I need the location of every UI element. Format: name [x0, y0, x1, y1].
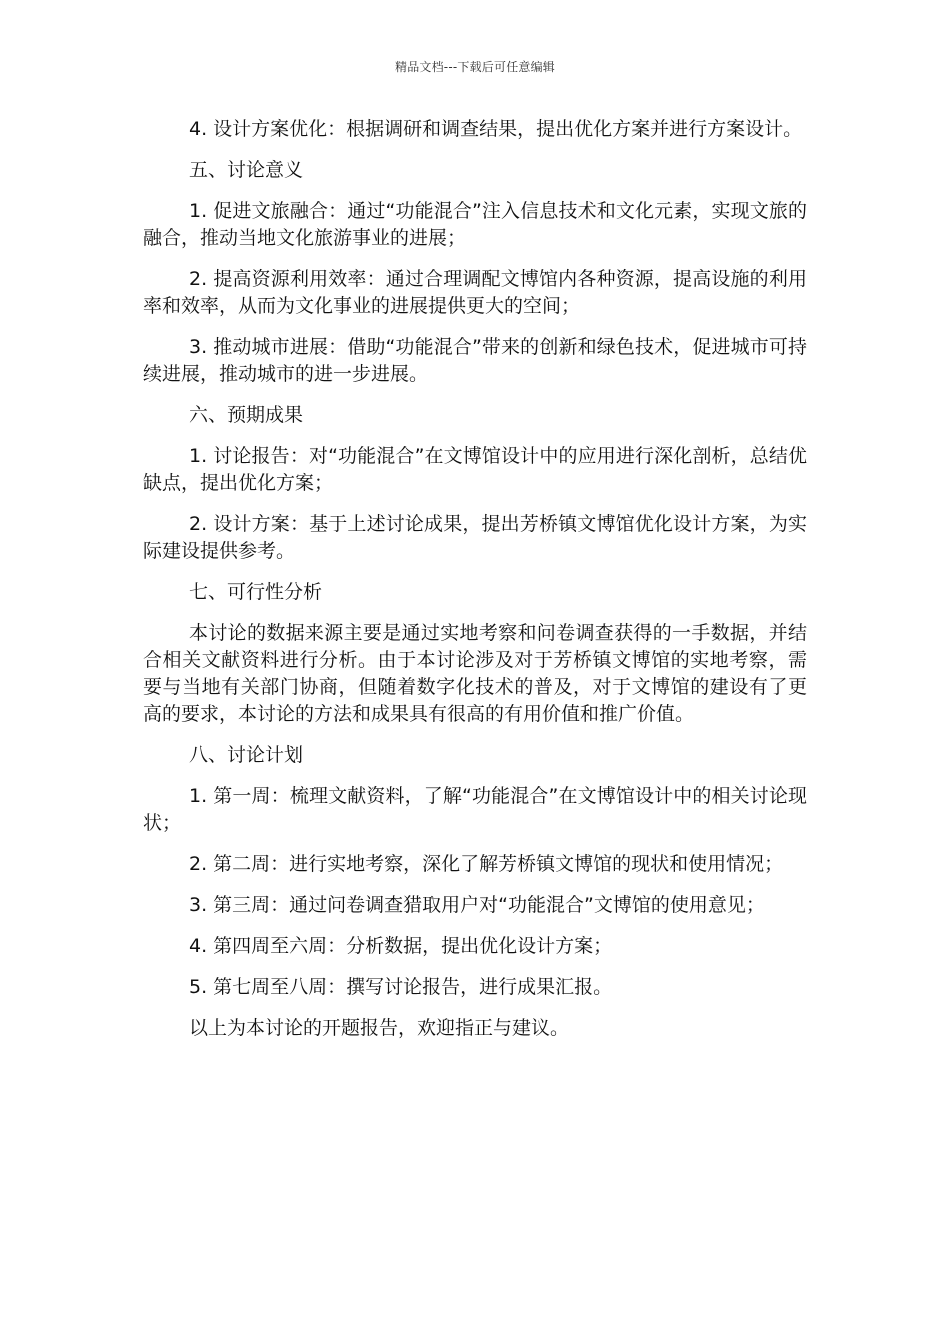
paragraph-plan-week-1: 1. 第一周：梳理文献资料，了解“功能混合”在文博馆设计中的相关讨论现状；	[143, 785, 807, 834]
section-heading-significance: 五、讨论意义	[189, 159, 304, 181]
paragraph-plan-week-2: 2. 第二周：进行实地考察，深化了解芳桥镇文博馆的现状和使用情况；	[189, 853, 784, 875]
section-heading-expected-results: 六、预期成果	[189, 404, 304, 426]
document-body	[143, 116, 807, 1056]
paragraph-significance-3: 3. 推动城市进展：借助“功能混合”带来的创新和绿色技术，促进城市可持续进展，推动城市的进一步进展。	[143, 336, 807, 385]
paragraph-feasibility: 本讨论的数据来源主要是通过实地考察和问卷调查获得的一手数据，并结合相关文献资料进行分析。由于本讨论涉及对于芳桥镇文博馆的实地考察，需要与当地有关部门协商，但随着数字化技术的普及，对于文博馆的建设有了更高的要求，本讨论的方法和成果具有很高的有用价值和推广价值。	[143, 622, 807, 725]
paragraph-plan-week-4-6: 4. 第四周至六周：分析数据，提出优化设计方案；	[189, 935, 613, 957]
paragraph-significance-1: 1. 促进文旅融合：通过“功能混合”注入信息技术和文化元素，实现文旅的融合，推动当地文化旅游事业的进展；	[143, 200, 807, 249]
paragraph-plan-week-7-8: 5. 第七周至八周：撰写讨论报告，进行成果汇报。	[189, 976, 613, 998]
paragraph-results-2: 2. 设计方案：基于上述讨论成果，提出芳桥镇文博馆优化设计方案，为实际建设提供参考。	[143, 513, 807, 562]
paragraph-design-optimization: 4. 设计方案优化：根据调研和调查结果，提出优化方案并进行方案设计。	[189, 118, 803, 140]
paragraph-significance-2: 2. 提高资源利用效率：通过合理调配文博馆内各种资源，提高设施的利用率和效率，从而为文化事业的进展提供更大的空间；	[143, 268, 807, 317]
paragraph-results-1: 1. 讨论报告：对“功能混合”在文博馆设计中的应用进行深化剖析，总结优缺点，提出优化方案；	[143, 445, 807, 494]
page-header: 精品文档---下载后可任意编辑	[395, 60, 555, 74]
section-heading-feasibility: 七、可行性分析	[189, 581, 323, 603]
paragraph-plan-week-3: 3. 第三周：通过问卷调查猎取用户对“功能混合”文博馆的使用意见；	[189, 894, 765, 916]
paragraph-closing: 以上为本讨论的开题报告，欢迎指正与建议。	[189, 1017, 570, 1039]
section-heading-plan: 八、讨论计划	[189, 744, 304, 766]
